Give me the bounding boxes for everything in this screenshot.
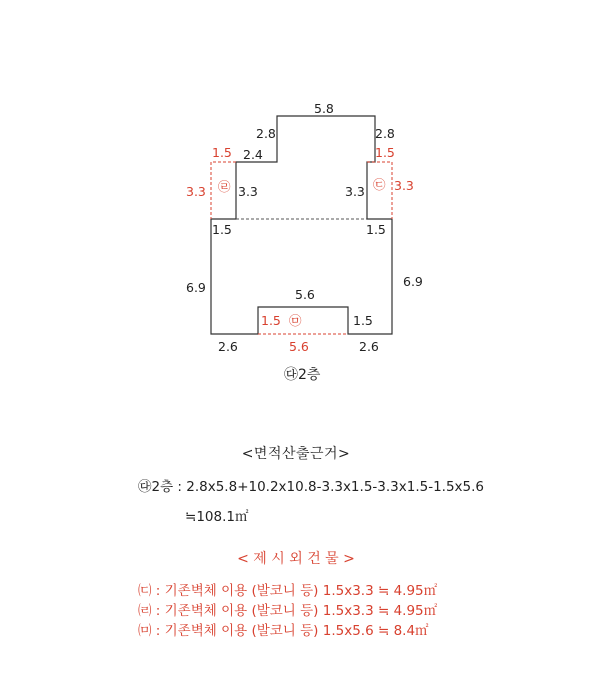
exclusion-item: ㈂ : 기존벽체 이용 (발코니 등) 1.5x3.3 ≒ 4.95㎡ [138,583,438,599]
dim-right-step-height: 2.8 [375,126,395,141]
dim-left-balcony-height: 3.3 [186,184,206,199]
dim-right-height: 6.9 [403,274,423,289]
dim-right-inner-height: 3.3 [345,184,365,199]
dim-notch-right-height: 1.5 [353,313,373,328]
exclusion-item: ㈄ : 기존벽체 이용 (발코니 등) 1.5x5.6 ≒ 8.4㎡ [138,623,429,639]
dim-right-lower-step: 1.5 [366,222,386,237]
dim-bottom-notch: 5.6 [289,339,309,354]
dim-right-balcony-height: 3.3 [394,178,414,193]
dim-left-lower-step: 1.5 [212,222,232,237]
dim-left-balcony-width: 1.5 [212,145,232,160]
dim-bottom-left: 2.6 [218,339,238,354]
marker-right-balcony: ㉢ [373,177,386,192]
dim-bottom-right: 2.6 [359,339,379,354]
dim-left-height: 6.9 [186,280,206,295]
exclusions-title: < 제 시 외 건 물 > [237,551,355,567]
dim-right-balcony-width: 1.5 [375,145,395,160]
dim-top-width: 5.8 [314,101,334,116]
dim-left-step-height: 2.8 [256,126,276,141]
calculation-title: <면적산출근거> [241,446,351,462]
plan-caption: ㉰2층 [284,367,321,383]
dim-left-step-width: 2.4 [243,147,263,162]
dim-notch-left-height: 1.5 [261,313,281,328]
dim-notch-width: 5.6 [295,287,315,302]
marker-left-balcony: ㉣ [218,179,231,194]
calculation-result: ≒108.1㎡ [185,509,249,525]
marker-bottom-balcony: ㉤ [289,313,302,328]
exclusion-item: ㈃ : 기존벽체 이용 (발코니 등) 1.5x3.3 ≒ 4.95㎡ [138,603,438,619]
calculation-formula: ㉰2층 : 2.8x5.8+10.2x10.8-3.3x1.5-3.3x1.5-1.5x5.6 [138,479,485,495]
dim-left-inner-height: 3.3 [238,184,258,199]
